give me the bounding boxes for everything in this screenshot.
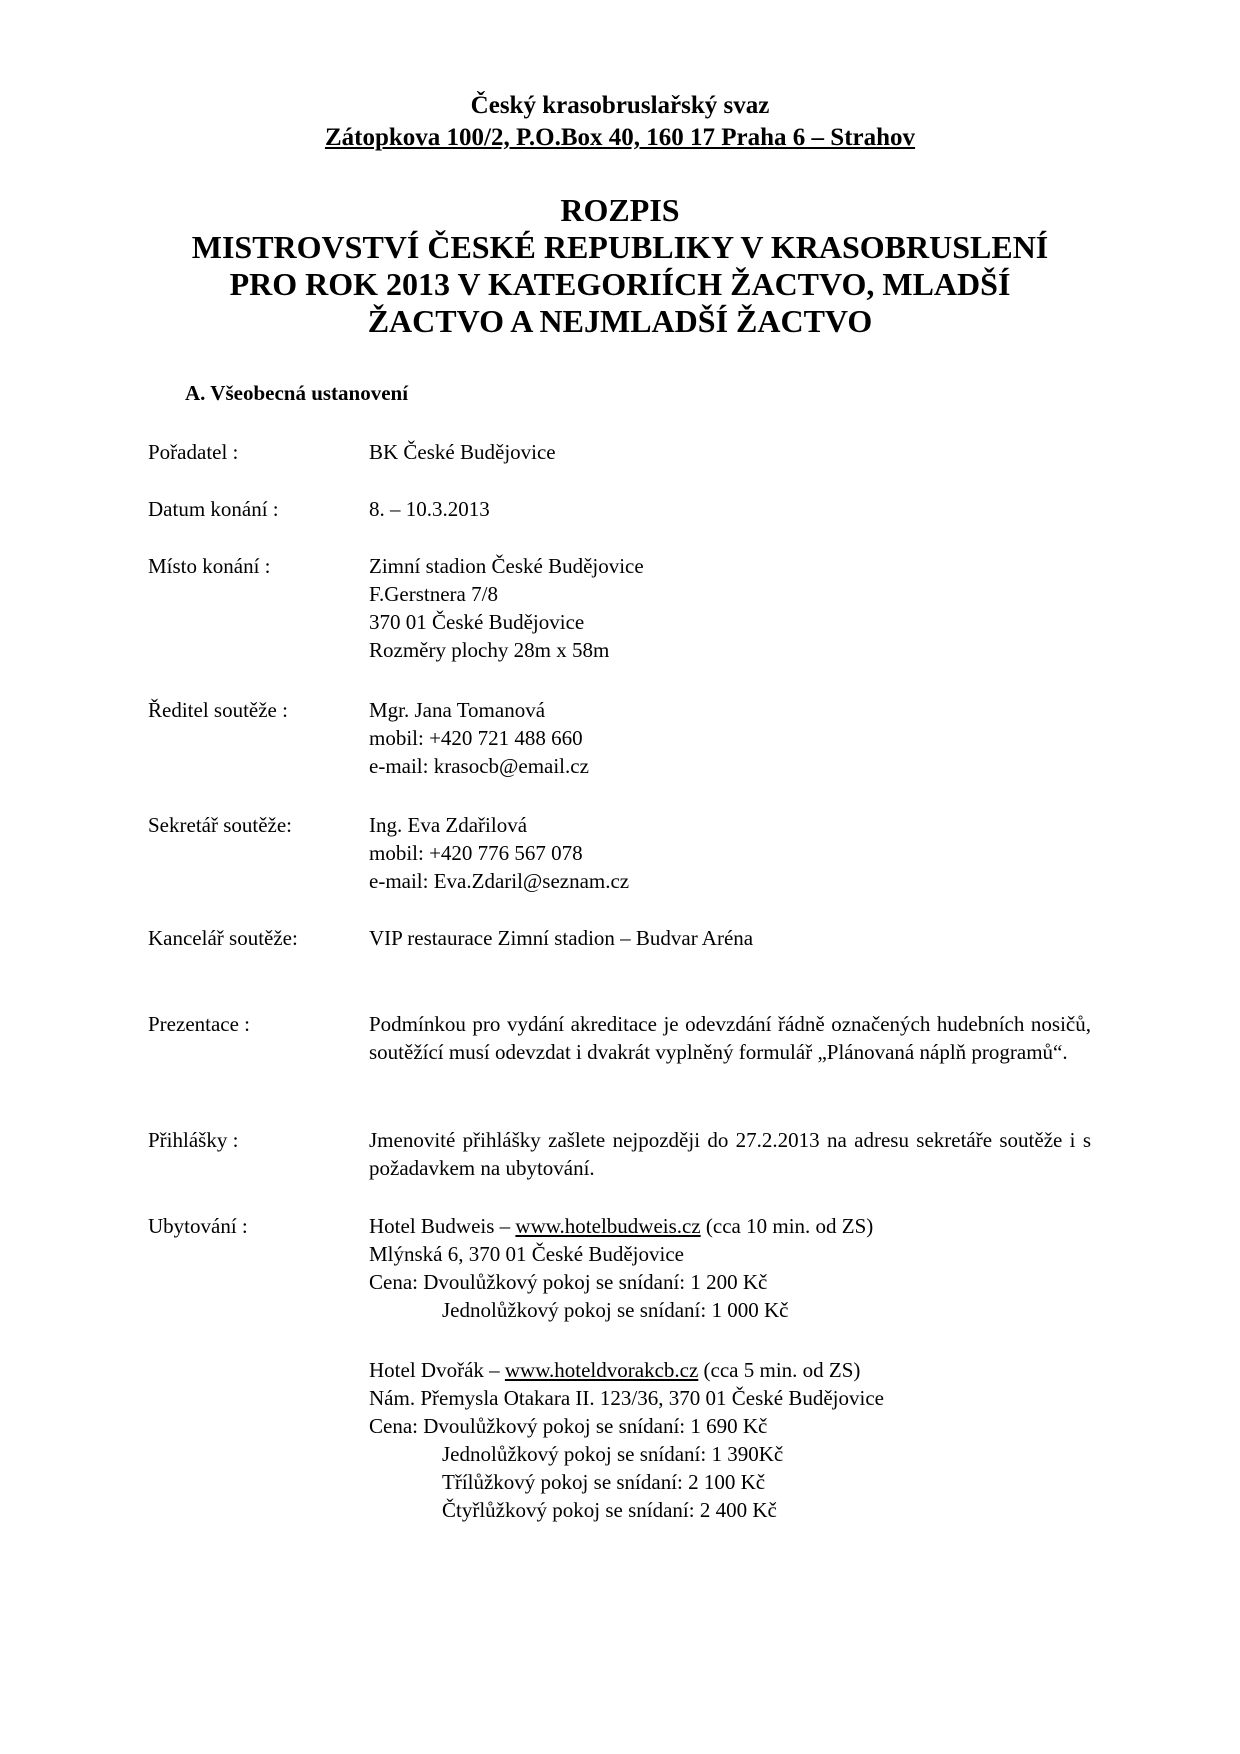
document-title-line-1: ROZPIS xyxy=(560,192,680,228)
hotel-name: Hotel Dvořák – xyxy=(369,1358,505,1382)
misto-line: Rozměry plochy 28m x 58m xyxy=(369,638,610,662)
hotel-price: Cena: Dvoulůžkový pokoj se snídaní: 1 200 Kč xyxy=(369,1270,768,1294)
prezentace-text: Podmínkou pro vydání akreditace je odevzdání řádně označených hudebních nosičů, soutěžící musí odevzdat i dvakrát vyplněný formulář „Plánovaná náplň programů“. xyxy=(369,1012,1091,1064)
hotel-dvorak-link[interactable]: www.hoteldvorakcb.cz xyxy=(504,1358,699,1382)
reditel-line: mobil: +420 721 488 660 xyxy=(369,726,583,750)
document-title-line-3: PRO ROK 2013 V KATEGORIÍCH ŽACTVO, MLADŠÍ xyxy=(229,266,1011,302)
kancelar-value: VIP restaurace Zimní stadion – Budvar Aréna xyxy=(369,926,754,950)
poradatel-label: Pořadatel : xyxy=(148,440,239,464)
prihlasky-label: Přihlášky : xyxy=(148,1128,239,1152)
datum-label: Datum konání : xyxy=(148,497,279,521)
organization-address: Zátopkova 100/2, P.O.Box 40, 160 17 Praha 6 – Strahov xyxy=(324,124,916,151)
hotel-budweis-line xyxy=(369,1212,873,1240)
reditel-line: e-mail: krasocb@email.cz xyxy=(369,754,589,778)
section-heading: A. Všeobecná ustanovení xyxy=(185,381,409,405)
hotel-price: Cena: Dvoulůžkový pokoj se snídaní: 1 690 Kč xyxy=(369,1414,768,1438)
hotel-distance: (cca 10 min. od ZS) xyxy=(700,1214,874,1238)
sekretar-label: Sekretář soutěže: xyxy=(148,813,293,837)
misto-line: F.Gerstnera 7/8 xyxy=(369,582,498,606)
hotel-budweis-link[interactable]: www.hotelbudweis.cz xyxy=(515,1214,701,1238)
hotel-price: Jednolůžkový pokoj se snídaní: 1 390Kč xyxy=(442,1442,784,1466)
sekretar-line: Ing. Eva Zdařilová xyxy=(369,813,528,837)
sekretar-line: mobil: +420 776 567 078 xyxy=(369,841,583,865)
prezentace-label: Prezentace : xyxy=(148,1012,251,1036)
datum-value: 8. – 10.3.2013 xyxy=(369,497,490,521)
hotel-distance: (cca 5 min. od ZS) xyxy=(698,1358,861,1382)
document-title-line-4: ŽACTVO A NEJMLADŠÍ ŽACTVO xyxy=(367,303,873,339)
ubytovani-label: Ubytování : xyxy=(148,1214,248,1238)
poradatel-value: BK České Budějovice xyxy=(369,440,556,464)
misto-line: Zimní stadion České Budějovice xyxy=(369,554,644,578)
hotel-address: Mlýnská 6, 370 01 České Budějovice xyxy=(369,1242,684,1266)
misto-label: Místo konání : xyxy=(148,554,271,578)
misto-line: 370 01 České Budějovice xyxy=(369,610,585,634)
hotel-price: Třílůžkový pokoj se snídaní: 2 100 Kč xyxy=(442,1470,766,1494)
hotel-name: Hotel Budweis – xyxy=(369,1214,516,1238)
reditel-label: Ředitel soutěže : xyxy=(148,698,288,722)
organization-name: Český krasobruslařský svaz xyxy=(470,92,770,119)
hotel-dvorak-line xyxy=(369,1356,860,1384)
hotel-price: Jednolůžkový pokoj se snídaní: 1 000 Kč xyxy=(442,1298,789,1322)
prihlasky-text: Jmenovité přihlášky zašlete nejpozději do 27.2.2013 na adresu sekretáře soutěže i s požadavkem na ubytování. xyxy=(369,1128,1091,1180)
hotel-price: Čtyřlůžkový pokoj se snídaní: 2 400 Kč xyxy=(442,1498,777,1522)
kancelar-label: Kancelář soutěže: xyxy=(148,926,298,950)
sekretar-line: e-mail: Eva.Zdaril@seznam.cz xyxy=(369,869,630,893)
hotel-address: Nám. Přemysla Otakara II. 123/36, 370 01 České Budějovice xyxy=(369,1386,884,1410)
document-title-line-2: MISTROVSTVÍ ČESKÉ REPUBLIKY V KRASOBRUSLENÍ xyxy=(191,229,1049,265)
reditel-line: Mgr. Jana Tomanová xyxy=(369,698,546,722)
